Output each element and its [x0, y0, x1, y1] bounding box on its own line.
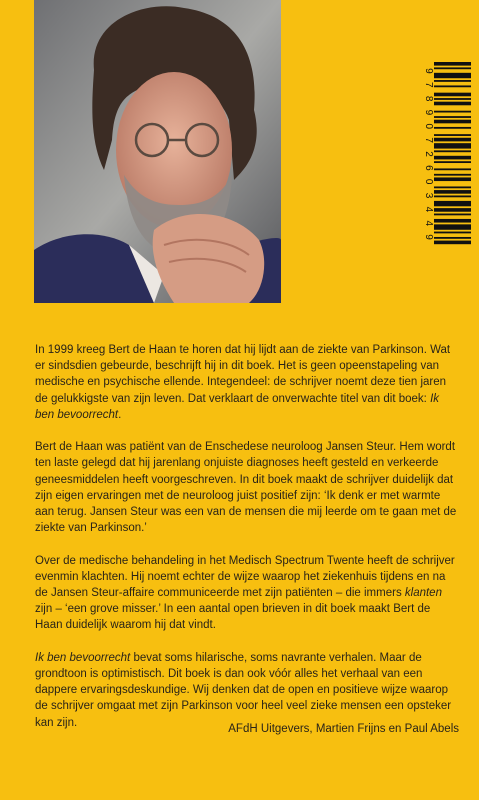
blurb-text	[35, 342, 459, 747]
barcode-bar	[434, 67, 471, 69]
barcode-bar	[434, 219, 471, 223]
barcode-bar	[434, 237, 471, 239]
barcode-digit: 4	[423, 206, 434, 213]
barcode-bar	[434, 150, 471, 152]
barcode-digits	[423, 68, 434, 240]
blurb-paragraph-3: Over de medische behandeling in het Medisch Spectrum Twente heeft de schrijver evenmin klachten. Hij noemt echter de wijze waarop het ziekenhuis tijdens en na de Jansen Steur-affaire communiceerde met zijn patiënten – die immers klanten zijn – ‘een grove misser.’ In een aantal open brieven in dit boek maakt Bert de Haan duidelijk waarom hij dat vindt.	[35, 554, 455, 632]
barcode-bar	[434, 102, 471, 106]
barcode-bar	[434, 241, 471, 245]
barcode-digit: 7	[423, 81, 434, 88]
barcode-bar	[434, 116, 471, 118]
author-photo	[34, 0, 281, 303]
barcode-digit: 9	[423, 109, 434, 116]
barcode-bar	[434, 80, 471, 82]
barcode-bar	[434, 195, 471, 197]
barcode-bar	[434, 111, 471, 113]
barcode-bar	[434, 73, 471, 78]
barcode-bars	[434, 62, 471, 244]
barcode-digit: 8	[423, 95, 434, 102]
book-title: Ik ben bevoorrecht	[35, 392, 440, 421]
barcode-bar	[434, 98, 471, 100]
barcode-digit: 2	[423, 151, 434, 157]
barcode-digit: 3	[423, 192, 434, 199]
barcode-bar	[434, 208, 471, 212]
barcode-bar	[434, 134, 471, 136]
blurb-paragraph-1: In 1999 kreeg Bert de Haan te horen dat hij lijdt aan de ziekte van Parkinson. Wat er sindsdien gebeurde, beschrijft hij in dit boek. Het is geen opeenstapeling van medische en psychische ellende. Integendeel: de schrijver noemt deze tien jaren de gelukkigste van zijn leven. Dat verklaart de onverwachte titel van dit boek: Ik ben bevoorrecht.	[35, 344, 451, 421]
barcode-digit: 4	[423, 220, 434, 227]
barcode-bar	[434, 177, 471, 181]
barcode-digit: 7	[423, 137, 434, 143]
barcode-bar	[434, 156, 471, 160]
barcode-bar	[434, 85, 471, 87]
barcode-digit: 6	[423, 165, 434, 171]
barcode-digit: 9	[423, 68, 434, 74]
barcode-digit: 9	[423, 234, 434, 240]
barcode-bar	[434, 214, 471, 216]
barcode-bar	[434, 168, 471, 170]
barcode-bar	[434, 232, 471, 234]
barcode-bar	[434, 224, 471, 229]
barcode-bar	[434, 138, 471, 142]
barcode-bar	[434, 143, 471, 148]
barcode-bar	[434, 190, 471, 194]
barcode-digit: 0	[423, 123, 434, 130]
barcode-digit: 0	[423, 178, 434, 185]
blurb-paragraph-4: Ik ben bevoorrecht bevat soms hilarische, soms navrante verhalen. Maar de grondtoon is optimistisch. Dit boek is dan ook vóór alles het verhaal van een dappere ervaringsdeskundige. Wij denken dat de open en positieve wijze waarop de schrijver omgaat met zijn Parkinson voor heel veel zieke mensen een opsteker kan zijn.	[35, 651, 452, 729]
barcode-bar	[434, 174, 471, 176]
book-title: Ik ben bevoorrecht	[35, 651, 131, 664]
barcode-bar	[434, 62, 471, 66]
publisher-credit: AFdH Uitgevers, Martien Frijns en Paul Abels	[228, 723, 459, 735]
isbn-barcode	[420, 60, 472, 248]
barcode-bar	[434, 93, 471, 97]
blurb-paragraph-2: Bert de Haan was patiënt van de Enschedese neuroloog Jansen Steur. Hem wordt ten laste gelegd dat hij jarenlang onjuiste diagnoses heeft gesteld en verkeerde geneesmiddelen heeft voorgeschreven. In dit boek maakt de schrijver duidelijk dat zijn eigen ervaringen met de neuroloog juist positief zijn: ‘Ik denk er met warmte aan terug. Jansen Steur was een van de mensen die mij leerde om te gaan met de ziekte van Parkinson.’	[35, 441, 457, 535]
barcode-bar	[434, 127, 471, 129]
barcode-bar	[434, 201, 471, 206]
barcode-bar	[434, 120, 471, 124]
barcode-bar	[434, 186, 471, 188]
barcode-bar	[434, 161, 471, 163]
